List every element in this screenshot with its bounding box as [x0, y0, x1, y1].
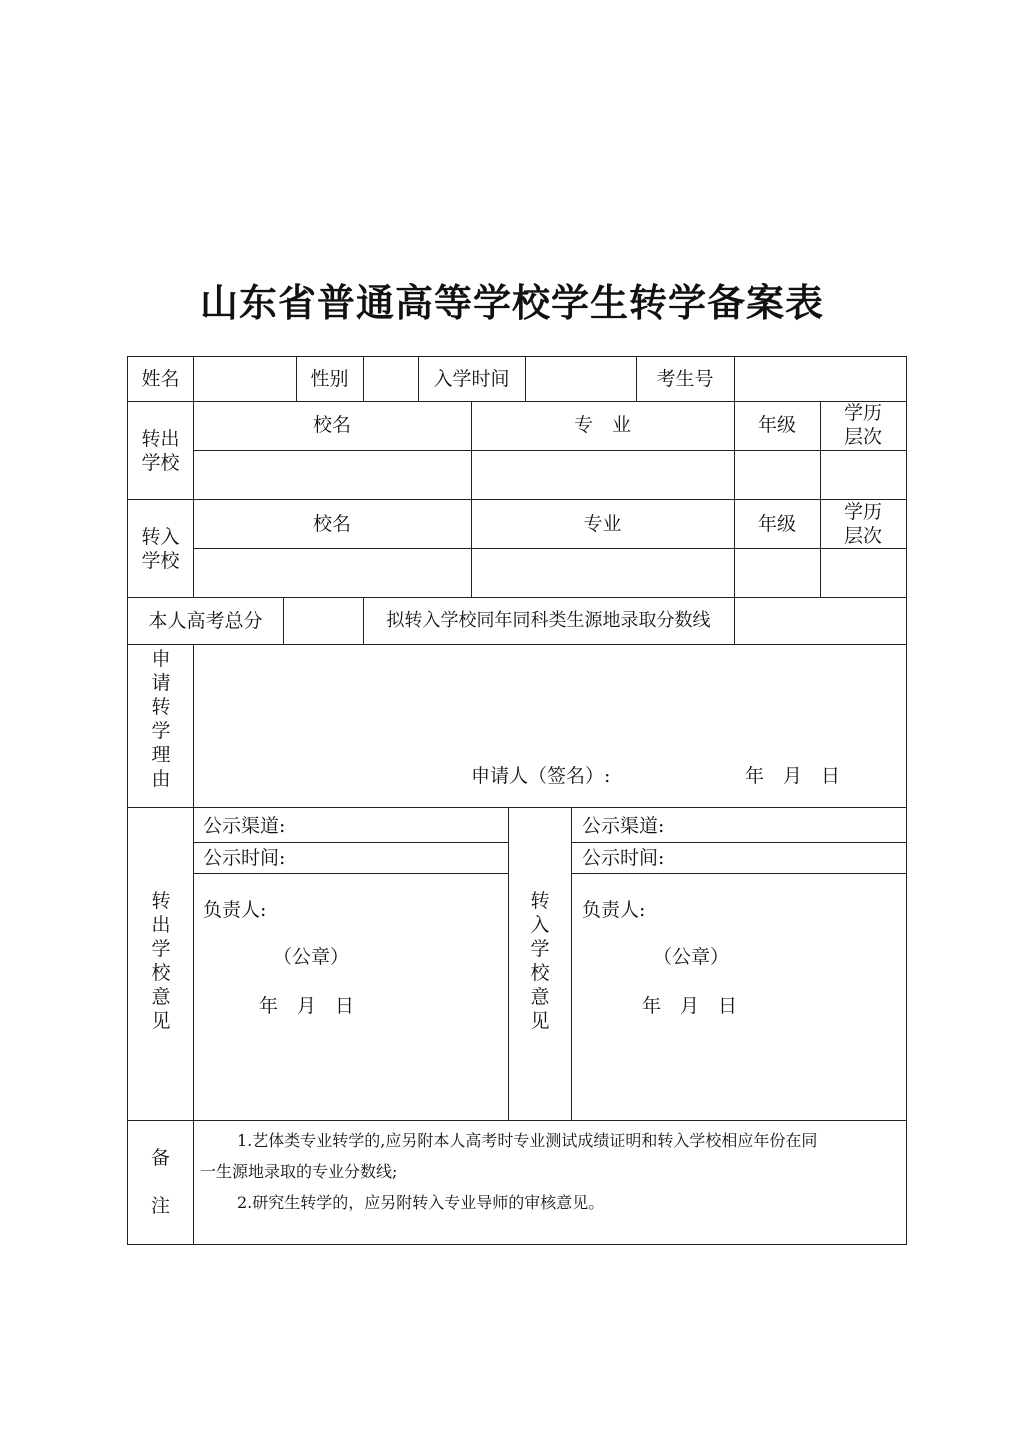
row-divider	[571, 873, 906, 874]
row-divider	[128, 807, 906, 808]
in-grade-field[interactable]	[735, 549, 820, 597]
in-school-name-header: 校名	[312, 513, 351, 535]
cutoff-score-field[interactable]	[735, 598, 906, 644]
out-major-field[interactable]	[472, 451, 734, 499]
col-divider	[571, 807, 572, 1120]
in-grade-header: 年级	[757, 513, 796, 535]
in-responsible-person-label: 负责人:	[582, 899, 646, 921]
transfer-out-label: 学校	[141, 452, 180, 474]
out-level-field[interactable]	[821, 451, 906, 499]
in-major-header: 专业	[583, 513, 622, 535]
in-publicity-channel-label: 公示渠道:	[582, 815, 665, 837]
out-opinion-label: 转出学校意见	[151, 890, 171, 1032]
transfer-in-label: 学校	[141, 550, 180, 572]
out-responsible-person-label: 负责人:	[203, 899, 267, 921]
col-divider	[508, 807, 509, 1120]
row-divider	[128, 1120, 906, 1121]
name-label: 姓名	[141, 368, 180, 390]
in-opinion-date: 年 月 日	[642, 995, 738, 1017]
out-school-name-header: 校名	[312, 414, 351, 436]
out-school-name-field[interactable]	[194, 451, 471, 499]
row-divider	[128, 401, 906, 402]
gender-field[interactable]	[364, 357, 418, 401]
transfer-form	[127, 356, 907, 1245]
gender-label: 性别	[310, 368, 349, 390]
exam-no-field[interactable]	[735, 357, 906, 401]
enroll-time-field[interactable]	[526, 357, 636, 401]
out-grade-header: 年级	[757, 414, 796, 436]
exam-no-label: 考生号	[656, 368, 714, 390]
transfer-out-label: 转出	[141, 428, 180, 450]
reason-date: 年 月 日	[745, 765, 841, 787]
out-major-header: 专 业	[573, 414, 631, 436]
in-level-header: 层次	[843, 525, 882, 547]
row-divider	[193, 873, 508, 874]
out-opinion-date: 年 月 日	[259, 995, 355, 1017]
row-divider	[571, 842, 906, 843]
reason-textarea[interactable]	[194, 645, 906, 755]
in-school-name-field[interactable]	[194, 549, 471, 597]
row-divider	[128, 499, 906, 500]
remarks-line-3: 2.研究生转学的，应另附转入专业导师的审核意见。	[237, 1193, 605, 1212]
out-level-header: 层次	[843, 426, 882, 448]
total-score-label: 本人高考总分	[148, 610, 263, 632]
in-level-field[interactable]	[821, 549, 906, 597]
in-level-header: 学历	[843, 501, 882, 523]
applicant-signature-label: 申请人（签名）:	[471, 765, 611, 787]
out-publicity-time-label: 公示时间:	[203, 847, 286, 869]
out-grade-field[interactable]	[735, 451, 820, 499]
in-major-field[interactable]	[472, 549, 734, 597]
remarks-label: 注	[150, 1195, 170, 1217]
out-official-seal: （公章）	[273, 946, 350, 968]
transfer-in-label: 转入	[141, 526, 180, 548]
name-field[interactable]	[194, 357, 296, 401]
remarks-line-1: 1.艺体类专业转学的,应另附本人高考时专业测试成绩证明和转入学校相应年份在同	[237, 1131, 818, 1150]
in-opinion-label: 转入学校意见	[530, 890, 550, 1032]
page-title: 山东省普通高等学校学生转学备案表	[199, 280, 824, 325]
in-official-seal: （公章）	[653, 946, 730, 968]
remarks-label: 备	[150, 1147, 170, 1169]
out-level-header: 学历	[843, 402, 882, 424]
row-divider	[193, 842, 508, 843]
total-score-field[interactable]	[284, 598, 363, 644]
out-publicity-channel-label: 公示渠道:	[203, 815, 286, 837]
cutoff-score-label: 拟转入学校同年同科类生源地录取分数线	[386, 610, 711, 631]
in-publicity-time-label: 公示时间:	[582, 847, 665, 869]
reason-label: 申请转学理由	[151, 648, 171, 790]
enroll-time-label: 入学时间	[433, 368, 510, 390]
remarks-line-2: 一生源地录取的专业分数线;	[200, 1162, 398, 1181]
